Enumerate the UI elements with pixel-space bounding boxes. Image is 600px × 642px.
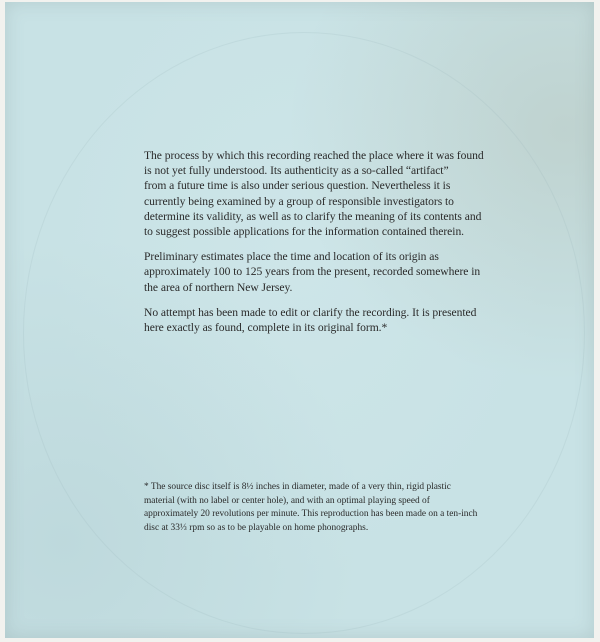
paragraph-estimates: Preliminary estimates place the time and location of its origin as approximately 100 to 125 years from the present, recorded somewhere in the area of northern New Jersey. bbox=[144, 250, 481, 294]
footnote: * The source disc itself is 8½ inches in diameter, made of a very thin, rigid plastic material (with no label or center hole), and with an optimal playing speed of approximately 20 revolutions per minute. This reproduction has been made on a ten-inch disc at 33⅓ rpm so as to be playable on home phonographs. bbox=[144, 482, 478, 533]
liner-notes-body bbox=[144, 148, 536, 345]
paragraph-no-edit: No attempt has been made to edit or clarify the recording. It is presented here exactly as found, complete in its original form.* bbox=[144, 305, 477, 335]
paragraph-origin: The process by which this recording reached the place where it was found is not yet fully understood. Its authenticity as a so-called “artifact” from a future time is also under serious question. Nevertheless it is currently being examined by a group of responsible investigators to determine its validity, as well as to clarify the meaning of its contents and to suggest possible applications for the information contained therein. bbox=[144, 149, 484, 239]
